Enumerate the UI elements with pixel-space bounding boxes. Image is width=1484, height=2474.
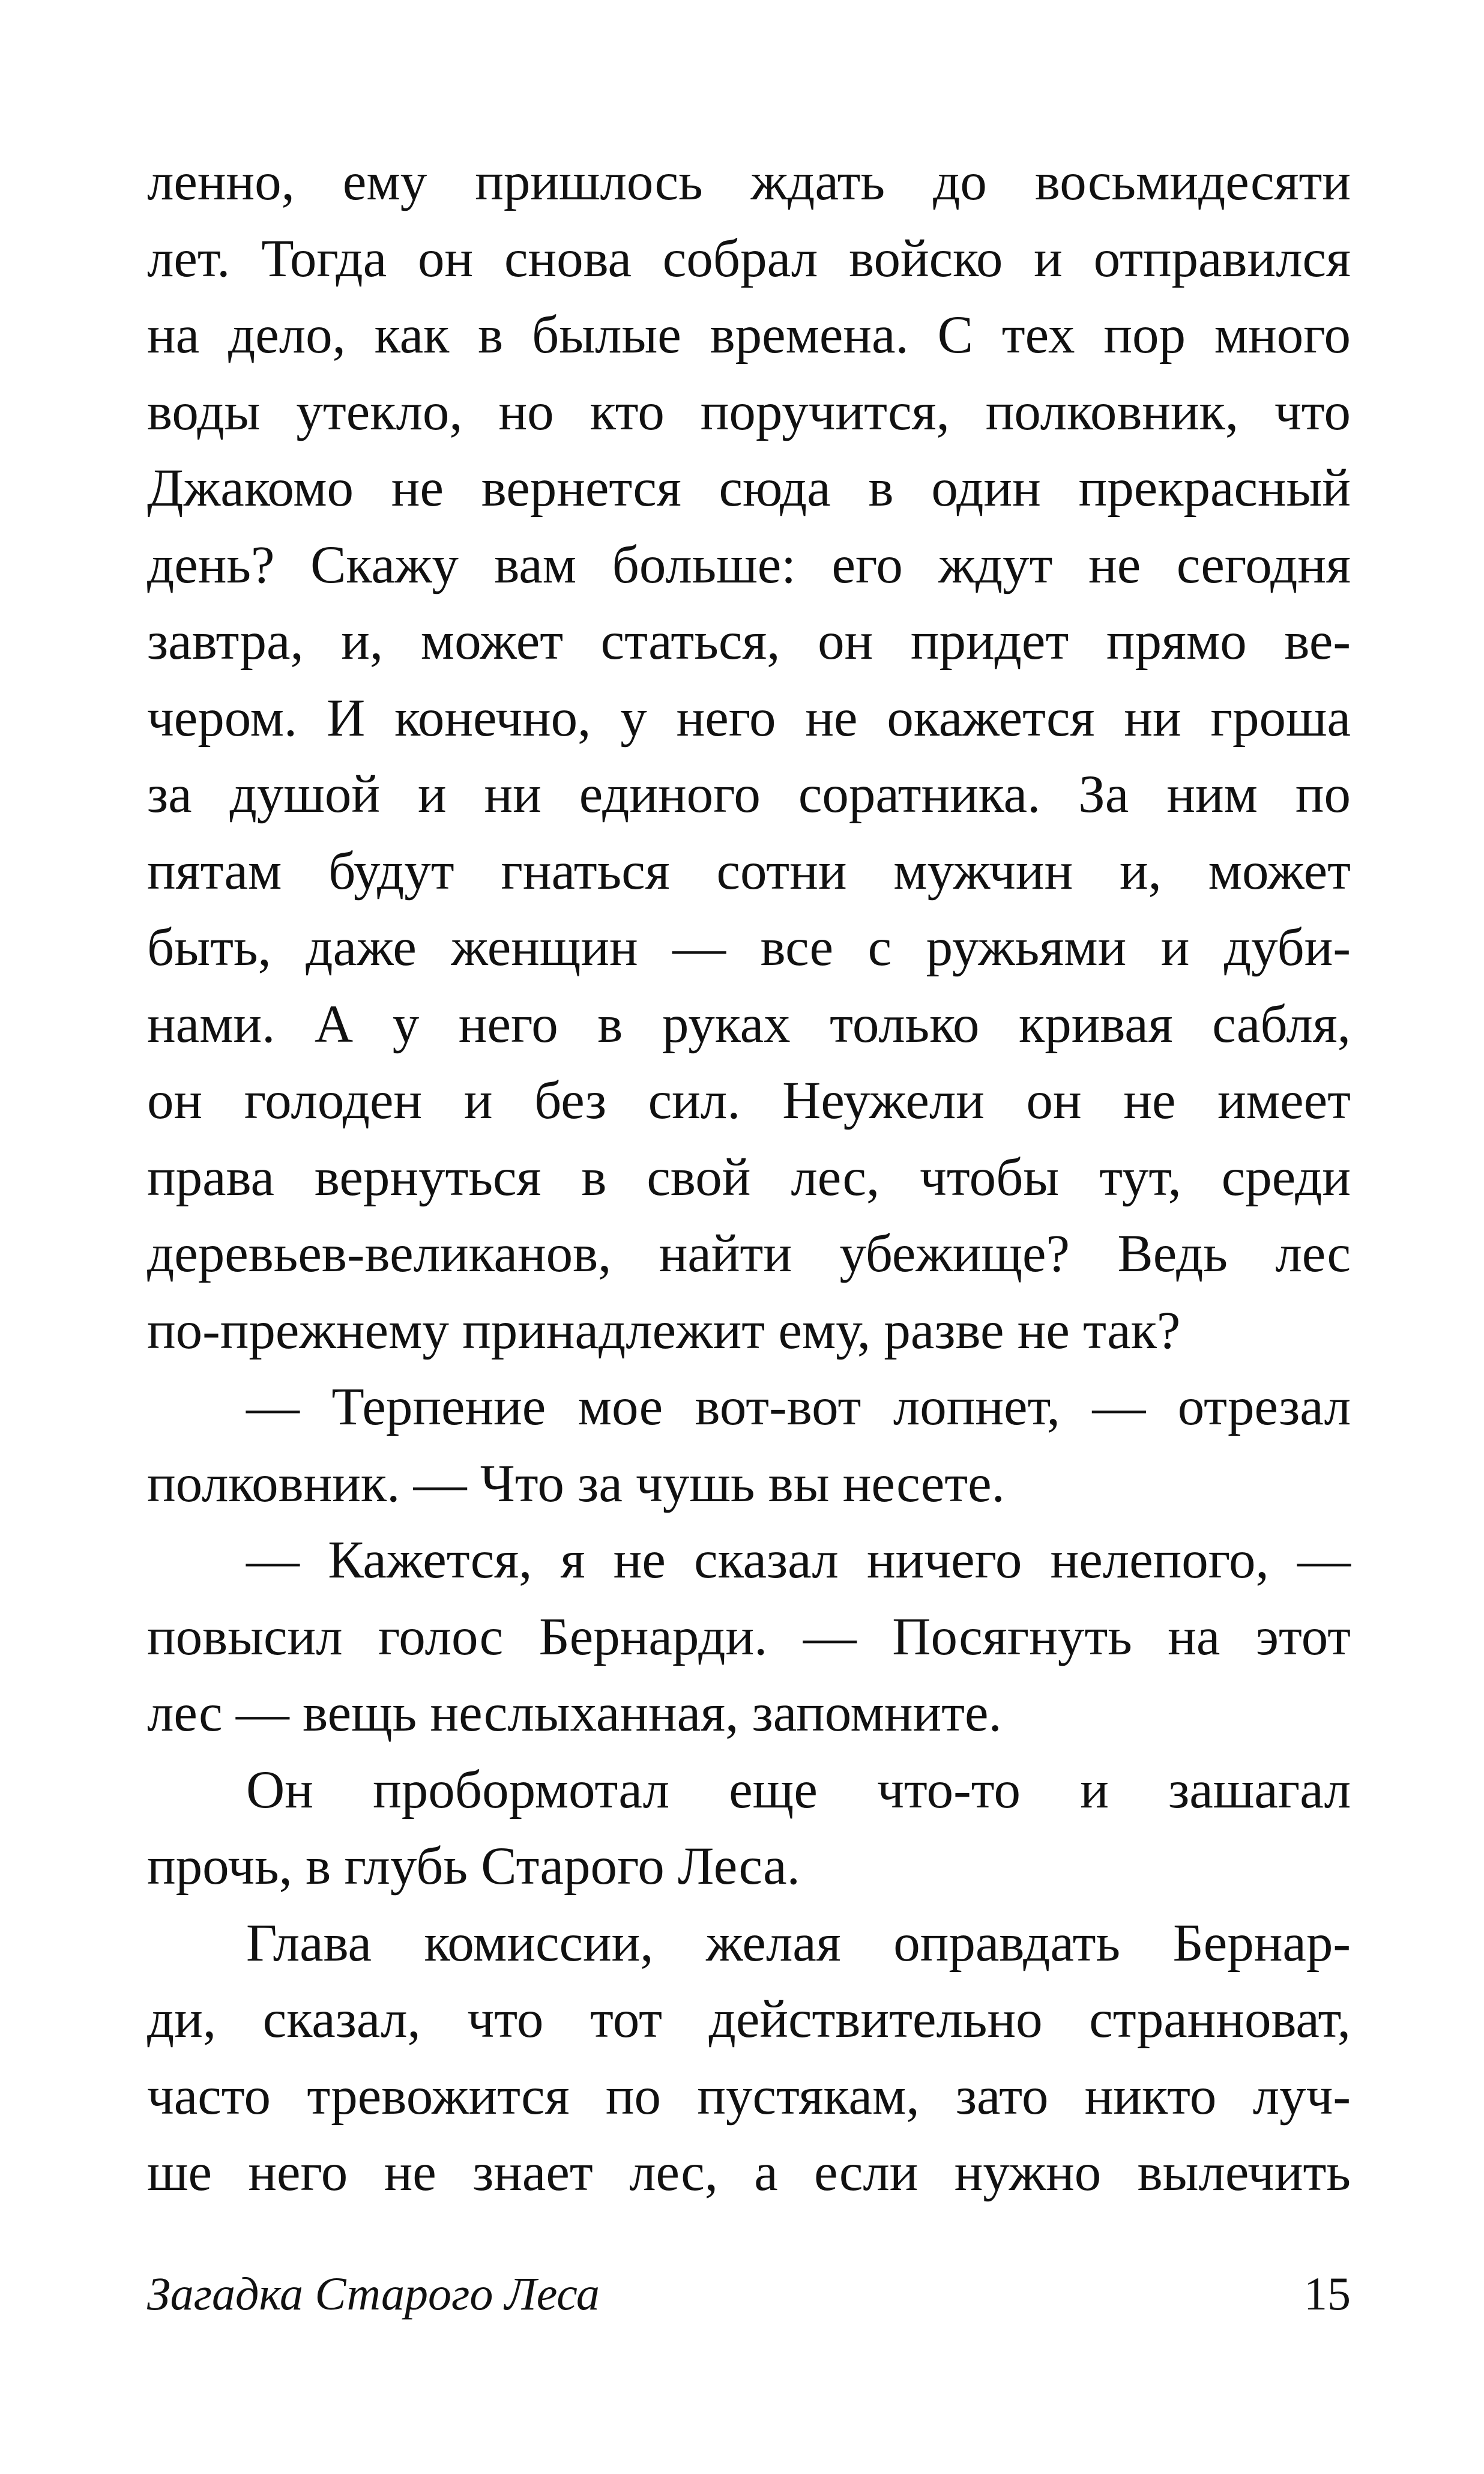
text-line: за душой и ни единого соратника. За ним по: [147, 765, 1351, 824]
text-line: Джакомо не вернется сюда в один прекрасный: [147, 459, 1351, 518]
text-line: ленно, ему пришлось ждать до восьмидесяти: [147, 153, 1351, 211]
running-title: Загадка Старого Леса: [147, 2267, 600, 2320]
text-line: воды утекло, но кто поручится, полковник, что: [147, 382, 1351, 441]
text-line: — Кажется, я не сказал ничего нелепого, —: [246, 1531, 1351, 1589]
text-line: лет. Тогда он снова собрал войско и отправился: [147, 229, 1351, 288]
text-line: он голоден и без сил. Неужели он не имеет: [147, 1071, 1351, 1130]
paragraph: [147, 1752, 1351, 1905]
text-line: часто тревожится по пустякам, зато никто луч-: [147, 2066, 1351, 2126]
paragraph: [147, 1369, 1351, 1522]
text-line: завтра, и, может статься, он придет прямо ве-: [147, 612, 1351, 671]
text-line: по-прежнему принадлежит ему, разве не так?: [147, 1301, 1181, 1360]
body-text: [147, 144, 1351, 2212]
text-line: прочь, в глубь Старого Леса.: [147, 1837, 800, 1896]
book-page: [147, 144, 1351, 2396]
paragraph: [147, 1522, 1351, 1752]
text-line: лес — вещь неслыханная, запомните.: [147, 1684, 1002, 1743]
text-line: — Терпение мое вот-вот лопнет, — отрезал: [246, 1378, 1351, 1436]
text-line: быть, даже женщин — все с ружьями и дуби-: [147, 918, 1351, 977]
text-line: Глава комиссии, желая оправдать Бернар-: [246, 1913, 1351, 1973]
paragraph: [147, 1905, 1351, 2212]
text-line: полковник. — Что за чушь вы несете.: [147, 1454, 1005, 1513]
paragraph: [147, 144, 1351, 1369]
text-line: ди, сказал, что тот действительно странноват,: [147, 1990, 1351, 2049]
text-line: Он пробормотал еще что-то и зашагал: [246, 1760, 1351, 1819]
text-line: день? Скажу вам больше: его ждут не сегодня: [147, 535, 1351, 594]
text-line: повысил голос Бернарди. — Посягнуть на этот: [147, 1607, 1351, 1666]
text-line: ше него не знает лес, а если нужно вылечить: [147, 2143, 1351, 2202]
text-line: деревьев-великанов, найти убежище? Ведь лес: [147, 1224, 1351, 1283]
text-line: права вернуться в свой лес, чтобы тут, среди: [147, 1148, 1351, 1207]
text-line: на дело, как в былые времена. С тех пор много: [147, 306, 1351, 364]
page-footer: [147, 2267, 1351, 2345]
page-number: 15: [1304, 2267, 1351, 2320]
text-line: пятам будут гнаться сотни мужчин и, может: [147, 841, 1351, 901]
text-line: нами. А у него в руках только кривая сабля,: [147, 994, 1351, 1054]
text-line: чером. И конечно, у него не окажется ни гроша: [147, 688, 1351, 748]
